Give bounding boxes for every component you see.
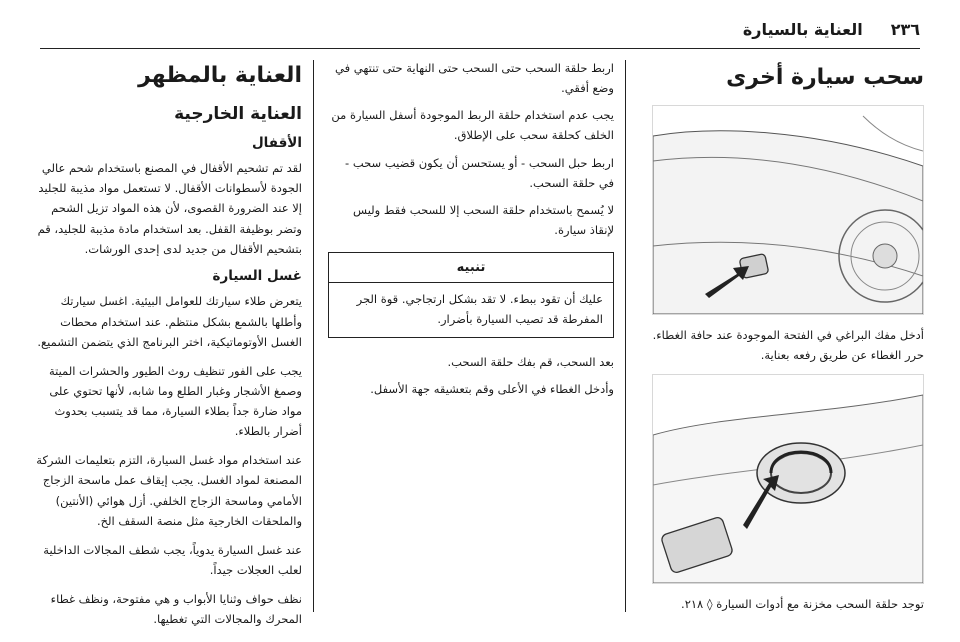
figure-1-caption: أدخل مفك البراغي في الفتحة الموجودة عند حافة الغطاء. حرر الغطاء عن طريق رفعه بعناية. [652, 327, 924, 362]
middle-column [328, 58, 614, 622]
towing-eye-illustration [652, 374, 924, 584]
column-divider [625, 60, 626, 612]
towing-step-1: اربط حلقة السحب حتى السحب حتى النهاية حتى تنتهي في وضع أفقي. [335, 61, 614, 96]
section-title: العناية بالسيارة [742, 19, 863, 39]
wash-paragraph-4: عند غسل السيارة يدوياً، يجب شطف المجالات الداخلية لعلب العجلات جيداً. [43, 542, 302, 577]
page-header [40, 14, 920, 44]
notice-title: تنبيه [329, 253, 613, 283]
page-number: ٢٣٦ [890, 19, 920, 39]
wash-paragraph-5: نظف حواف وثنايا الأبواب و هي مفتوحة، ونظف غطاء المحرك والمجالات التي تغطيها. [50, 592, 302, 627]
towing-step-3: اربط حبل السحب - أو يستحسن أن يكون قضيب سحب - في حلقة السحب. [345, 155, 614, 190]
locks-text: لقد تم تشحيم الأقفال في المصنع باستخدام شحم عالي الجودة لأسطوانات الأقفال. لا تستعمل مواد مذيبة للجليد إلا عند الضرورة القصوى، لأن هذه المواد تزيل الشحم وتضر بوظيفة القفل. بعد استخدام مادة مذيبة للجليد، قم بتشحيم الأقفال من جديد لدى إحدى الورشات. [37, 161, 302, 256]
exterior-care-heading: العناية الخارجية [174, 103, 302, 124]
notice-box [328, 252, 614, 338]
car-wash-heading: غسل السيارة [212, 267, 302, 284]
towing-step-2: يجب عدم استخدام حلقة الربط الموجودة أسفل السيارة من الخلف كحلقة سحب على الإطلاق. [331, 108, 614, 143]
locks-heading: الأقفال [251, 134, 302, 151]
towing-eye-drawing [653, 375, 923, 583]
wash-paragraph-1: يتعرض طلاء سيارتك للعوامل البيئية. اغسل سيارتك وأطلها بالشمع بشكل منتظم. عند استخدام محطات الغسل الأوتوماتيكية، اختر البرنامج الذي يتضمن التشميع. [37, 294, 302, 349]
column-divider [313, 60, 314, 612]
figure-2-caption: توجد حلقة السحب مخزنة مع أدوات السيارة ◊ ٢١٨. [681, 596, 924, 611]
appearance-care-heading: العناية بالمظهر [138, 63, 302, 88]
notice-body: عليك أن تقود ببطء. لا تقد بشكل ارتجاجي. قوة الجر المفرطة قد تصيب السيارة بأضرار. [356, 292, 603, 327]
towing-step-5: بعد السحب، قم بفك حلقة السحب. [447, 355, 614, 370]
wash-paragraph-2: يجب على الفور تنظيف روث الطيور والحشرات الميتة وصمغ الأشجار وغبار الطلع وما شابه، لأنها تحتوي على مواد ضارة جداً بطلاء السيارة، مما قد يتسبب بحدوث أضرار بالطلاء. [48, 363, 302, 439]
bumper-cover-drawing [653, 106, 923, 314]
header-rule [40, 48, 920, 49]
left-column [36, 58, 302, 627]
towing-step-6: وأدخل الغطاء في الأعلى وقم بتعشيقه جهة الأسفل. [370, 382, 614, 397]
towing-other-vehicle-heading: سحب سيارة أخرى [726, 65, 924, 90]
right-column [640, 58, 924, 622]
towing-step-4: لا يُسمح باستخدام حلقة السحب إلا للسحب فقط وليس لإنقاذ سيارة. [353, 202, 614, 237]
bumper-cover-illustration [652, 105, 924, 315]
wash-paragraph-3: عند استخدام مواد غسل السيارة، التزم بتعليمات الشركة المصنعة لمواد الغسل. يجب إيقاف عمل ماسحة الزجاج الأمامي وماسحة الزجاج الخلفي. أزل هوائي (الأنتين) والملحقات الخارجية مثل منصة السقف الخ. [36, 453, 302, 528]
